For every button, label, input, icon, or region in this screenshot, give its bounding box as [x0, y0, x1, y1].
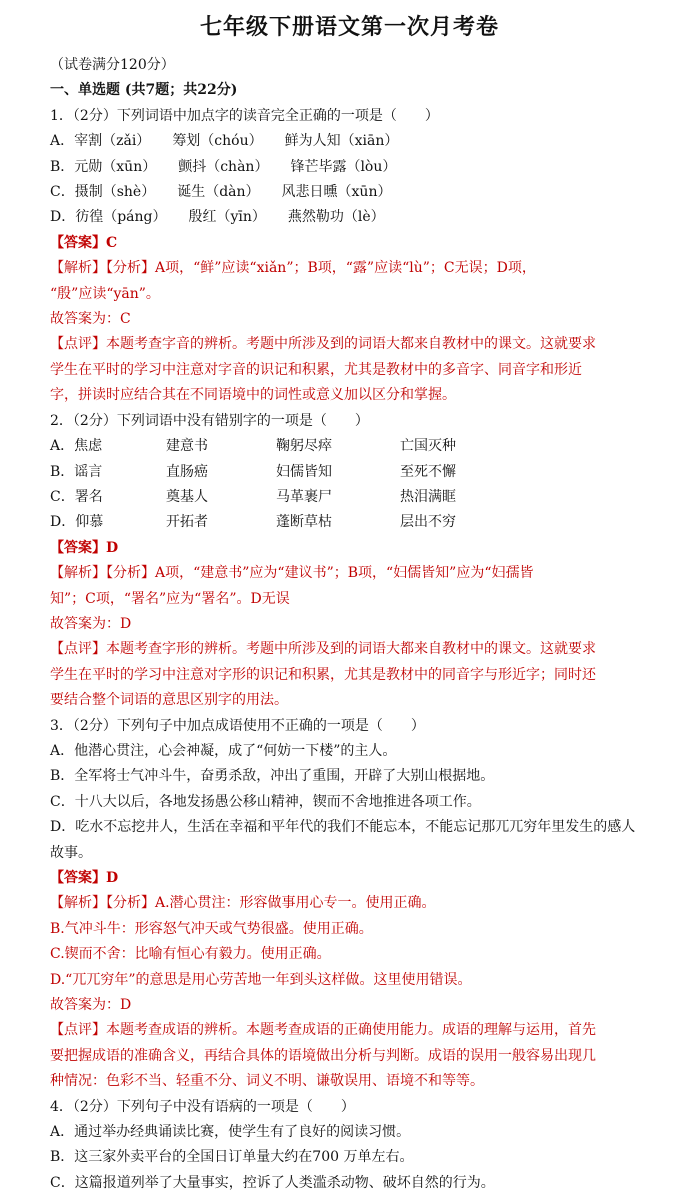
- comment-line: 字，拼读时应结合其在不同语境中的词性或意义加以区分和掌握。: [50, 387, 456, 404]
- option-line: D．吃水不忘挖井人，生活在幸福和平年代的我们不能忘本，不能忘记那兀兀穷年里发生的感人: [50, 819, 636, 836]
- option-cell: 开拓者: [166, 514, 208, 531]
- option-cell: 鲜为人知（xiān）: [284, 133, 399, 150]
- result-line: 故答案为：C: [50, 311, 131, 328]
- exam-title: 七年级下册语文第一次月考卷: [199, 14, 499, 40]
- option-cell: 热泪满眶: [400, 488, 456, 505]
- comment-line: 学生在平时的学习中注意对字音的识记和积累，尤其是教材中的多音字、同音字和形近: [50, 361, 582, 378]
- option-cell: 风悲日曛（xūn）: [281, 184, 392, 201]
- option-line: C．十八大以后，各地发扬愚公移山精神，锲而不舍地推进各项工作。: [50, 793, 481, 810]
- analysis-line: 知”；C项，“署名”应为“署名”。D无误: [50, 590, 290, 607]
- question-stem: 1．（2分）下列词语中加点字的读音完全正确的一项是（ ）: [50, 107, 439, 124]
- comment-line: 【点评】本题考查成语的辨析。本题考查成语的正确使用能力。成语的理解与运用，首先: [50, 1022, 596, 1039]
- comment-line: 种情况：色彩不当、轻重不分、词义不明、谦敬误用、语境不和等等。: [50, 1073, 484, 1090]
- option-cell: 诞生（dàn）: [177, 184, 260, 201]
- option-cell: 直肠癌: [166, 463, 208, 480]
- comment-line: 【点评】本题考查字音的辨析。考题中所涉及到的词语大都来自教材中的课文。这就要求: [50, 336, 596, 353]
- analysis-line: B.气冲斗牛：形容怒气冲天或气势很盛。使用正确。: [50, 920, 373, 937]
- option-cell: C．摄制（shè）: [50, 184, 156, 201]
- option-cell: 殷红（yīn）: [188, 209, 266, 226]
- analysis-line: D.“兀兀穷年”的意思是用心劳苦地一年到头这样做。这里使用错误。: [50, 971, 472, 988]
- option-cell: 鞠躬尽瘁: [276, 438, 332, 455]
- comment-line: 要结合整个词语的意思区别字的用法。: [50, 692, 288, 709]
- option-row: [50, 510, 649, 535]
- answer-label: 【答案】D: [50, 539, 119, 556]
- answer-label: 【答案】D: [50, 870, 119, 886]
- result-line: 故答案为：D: [50, 997, 132, 1014]
- option-row: [50, 205, 649, 230]
- answer-label: 【答案】C: [50, 234, 118, 251]
- option-cell: 筹划（chóu）: [172, 133, 263, 150]
- option-cell: 妇儒皆知: [276, 463, 332, 480]
- comment-line: 【点评】本题考查字形的辨析。考题中所涉及到的词语大都来自教材中的课文。这就要求: [50, 641, 596, 658]
- option-line: C．这篇报道列举了大量事实，控诉了人类滥杀动物、破坏自然的行为。: [50, 1174, 495, 1191]
- analysis-line: C.锲而不舍：比喻有恒心有毅力。使用正确。: [50, 946, 331, 963]
- question-2: [50, 409, 649, 714]
- option-cell: 颤抖（chàn）: [178, 158, 269, 175]
- question-stem: 3．（2分）下列句子中加点成语使用不正确的一项是（ ）: [50, 717, 425, 734]
- question-stem: 4．（2分）下列句子中没有语病的一项是（ ）: [50, 1098, 355, 1115]
- option-cell: D．仰慕: [50, 514, 104, 531]
- option-cell: 奠基人: [166, 488, 208, 505]
- result-line: 故答案为：D: [50, 615, 132, 632]
- option-row: [50, 460, 649, 485]
- option-line: B．这三家外卖平台的全国日订单量大约在700 万单左右。: [50, 1149, 414, 1166]
- option-line: A．他潜心贯注，心会神凝，成了“何妨一下楼”的主人。: [50, 742, 397, 759]
- option-cell: 层出不穷: [400, 514, 456, 531]
- analysis-line: 【解析】【分析】A项，“鲜”应读“xiǎn”；B项，“露”应读“lù”；C无误；D项，: [50, 260, 536, 277]
- question-4: [50, 1095, 649, 1196]
- option-cell: 马革裹尸: [276, 488, 332, 505]
- option-cell: D．彷徨（páng）: [50, 209, 167, 226]
- comment-line: 学生在平时的学习中注意对字形的识记和积累，尤其是教材中的同音字与形近字；同时还: [50, 666, 596, 683]
- option-row: [50, 155, 649, 180]
- option-cell: 亡国灭种: [400, 438, 456, 455]
- analysis-line: “殷”应读“yān”。: [50, 285, 160, 302]
- section-heading: 一、单选题 (共7题；共22分): [50, 82, 238, 99]
- option-cell: 燕然勒功（lè）: [287, 209, 385, 226]
- analysis-line: 【解析】【分析】A项，“建意书”应为“建议书”；B项，“妇儒皆知”应为“妇孺皆: [50, 565, 534, 582]
- option-cell: 至死不懈: [400, 463, 456, 480]
- analysis-line: 【解析】【分析】A.潜心贯注：形容做事用心专一。使用正确。: [50, 895, 436, 912]
- option-row: [50, 180, 649, 205]
- exam-subtitle: （试卷满分120分）: [50, 57, 175, 73]
- question-1: [50, 104, 649, 409]
- comment-line: 要把握成语的准确含义，再结合具体的语境做出分析与判断。成语的误用一般容易出现几: [50, 1047, 596, 1064]
- option-cell: A．宰割（zǎi）: [50, 133, 151, 150]
- option-row: [50, 129, 649, 154]
- option-line: A．通过举办经典诵读比赛，使学生有了良好的阅读习惯。: [50, 1124, 411, 1141]
- option-row: [50, 485, 649, 510]
- option-line: 故事。: [50, 844, 92, 861]
- option-row: [50, 434, 649, 459]
- question-3: [50, 714, 649, 1095]
- option-cell: 蓬断草枯: [276, 514, 332, 531]
- question-stem: 2．（2分）下列词语中没有错别字的一项是（ ）: [50, 412, 369, 429]
- option-cell: B．元勋（xūn）: [50, 158, 157, 175]
- option-cell: 锋芒毕露（lòu）: [290, 158, 397, 175]
- option-cell: C．署名: [50, 488, 103, 505]
- option-cell: 建意书: [166, 438, 208, 455]
- option-cell: B．谣言: [50, 463, 103, 480]
- option-line: B．全军将士气冲斗牛，奋勇杀敌，冲出了重围，开辟了大别山根据地。: [50, 768, 495, 785]
- option-cell: A．焦虑: [50, 438, 103, 455]
